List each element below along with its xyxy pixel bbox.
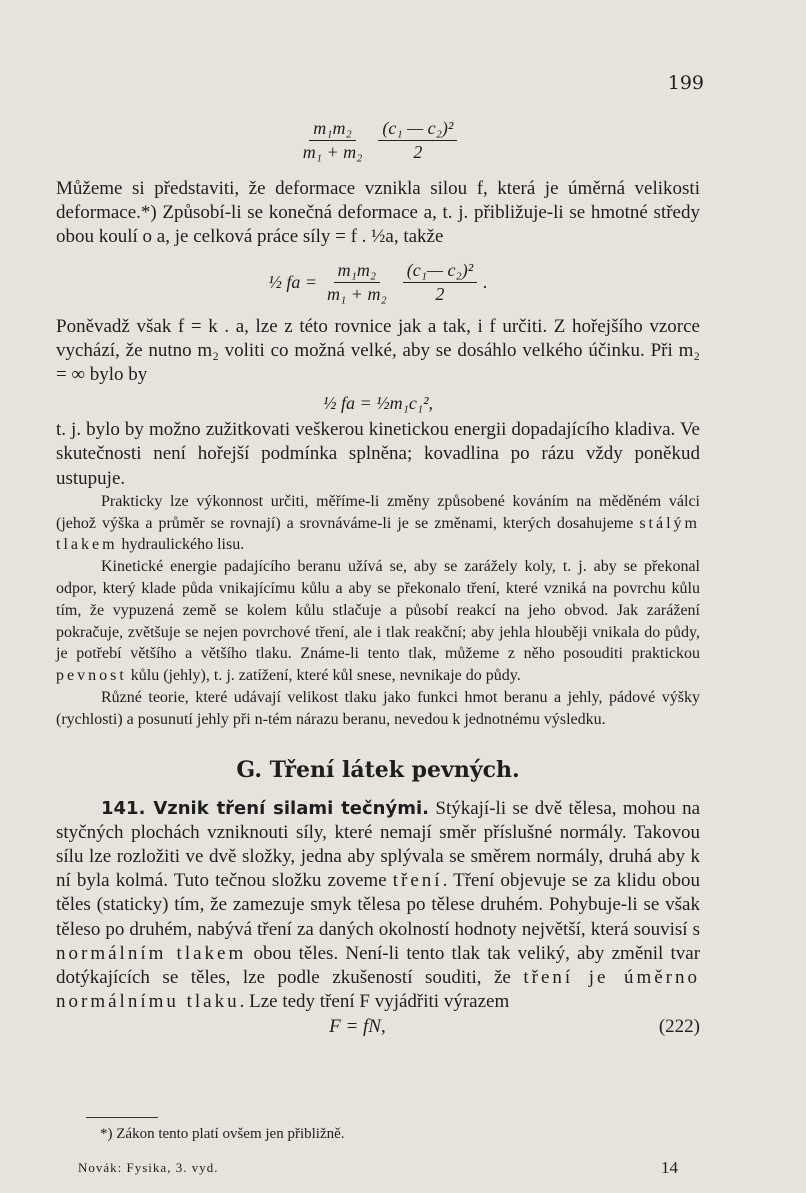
paragraph-pile-driving (56, 556, 700, 687)
paragraph-theories: Různé teorie, které udávají velikost tlaku jako funkci hmot beranu a jehly, pádové výšky (rychlosti) a posunutí jehly při n-tém nárazu beranu, nevedou k jednotnému výsledku. (56, 689, 700, 728)
fraction-denominator: 2 (413, 142, 423, 162)
text-run: hydraulického lisu. (121, 536, 245, 554)
equation-number: (222) (658, 1016, 700, 1038)
fraction-numerator: m₁m₂ (309, 118, 356, 141)
fraction-velocities (403, 260, 477, 305)
fraction-masses (299, 118, 367, 163)
paragraph-energy: t. j. bylo by možno zužitkovati veškerou kinetickou energii dopadajícího kladiva. Ve skutečnosti není hořejší podmínka splněna; kovadlina po rázu vždy poněkud ustupuje. (56, 419, 700, 489)
text-run: Prakticky lze výkonnost určiti, měříme-li změny způsobené kováním na měděném válci (jehož výška a průměr se rovnají) a srovnáváme-li je se změnami, kterých dosahujeme (56, 492, 700, 532)
page-number: 199 (667, 72, 704, 94)
fraction-denominator: m₁ + m₂ (302, 142, 363, 162)
fraction-denominator: 2 (435, 283, 445, 304)
text-run: Stýkají-li se dvě tělesa, mohou na styčných plochách vzniknouti síly, které nemají směr příslušné normály. Takovou sílu lze rozložiti ve dvě složky, jedna aby splývala se směrem normály, druhá aby k ní byla kolmá. Tuto tečnou složku zoveme (56, 797, 700, 892)
footnote: *) Zákon tento platí ovšem jen přibližně. (100, 1126, 345, 1142)
fraction-masses (323, 260, 391, 305)
paragraph-deformation: Můžeme si představiti, že deformace vznikla silou f, která je úměrná velikosti deformace.*) Způsobí-li se konečná deformace a, t. j. přibližuje-li se hmotné středy obou koulí o a, je celková práce síly = f . ½a, takže (56, 178, 700, 248)
text-run: . Lze tedy tření F vyjádřiti výrazem (239, 991, 510, 1013)
text-run: obou těles. Není-li tento tlak tak veliký, aby změnil tvar dotýkajících se těles, lze podle zkušeností souditi, že (56, 942, 701, 989)
equation-222 (56, 1016, 700, 1038)
fraction-velocities (378, 118, 457, 163)
formula-limit: ½ fa = ½m₁c₁², (322, 393, 434, 414)
page-content (56, 118, 700, 1038)
footer-signature: Novák: Fysika, 3. vyd. (78, 1160, 219, 1175)
footer-sheet-number: 14 (661, 1158, 678, 1177)
paragraph-practical-power (56, 491, 700, 556)
formula-kinetic-loss (56, 118, 700, 163)
paragraph-section-141 (56, 797, 700, 1015)
equation-expression: F = fN, (329, 1016, 386, 1038)
spaced-emphasis: normálním tlakem (56, 942, 247, 964)
fraction-numerator: (c₁ — c₂)² (378, 118, 457, 141)
spaced-emphasis: tření (392, 870, 443, 892)
fraction-numerator: (c₁— c₂)² (403, 260, 477, 283)
spaced-emphasis: tření je úměrno normálnímu tlaku (56, 967, 700, 1013)
text-run: kůlu (jehly), t. j. zatížení, které kůl snese, nevnikaje do půdy. (130, 667, 521, 685)
paragraph-hammer: Poněvadž však f = k . a, lze z této rovnice jak a tak, i f určiti. Z hořejšího vzorce vychází, že nutno m₂ voliti co možná velké, aby se dosáhlo velkého účinku. Při m₂ = ∞ bylo by (56, 315, 700, 386)
spaced-emphasis: stálým tlakem (56, 514, 700, 554)
formula-end: . (483, 271, 488, 292)
text-run: Kinetické energie padajícího beranu užívá se, aby se zarážely koly, t. j. aby se překonal odpor, který klade půda vnikajícímu kůlu a aby se překonalo tření, které vzniká na povrchu kůlu tím, že vypuzená země se kolem kůlu stlačuje a působí reakcí na jeho obvod. Jak zarážení pokračuje, zvětšuje se nejen povrchové tření, ale i tlak reakční; aby jehla hlouběji vnikala do půdy, je potřebí většího a většího tlaku. Známe-li tento tlak, můžeme z něho posouditi praktickou (56, 558, 700, 663)
fraction-denominator: m₁ + m₂ (327, 283, 387, 304)
text-run: . Tření objevuje se za klidu obou těles (staticky) tím, že zamezuje smyk tělesa po tělese druhém. Pohybuje-li se však těleso po druhém, nabývá tření za daných okolností hodnoty největší, která souvisí s (56, 870, 701, 940)
section-heading: G. Tření látek pevných. (236, 756, 520, 783)
footnote-divider (86, 1117, 158, 1118)
fraction-numerator: m₁m₂ (334, 260, 381, 283)
spaced-emphasis: pevnost (56, 667, 127, 685)
formula-lhs: ½ fa = (268, 271, 318, 292)
section-141-title: 141. Vznik tření silami tečnými. (101, 797, 429, 819)
formula-work (56, 260, 700, 305)
